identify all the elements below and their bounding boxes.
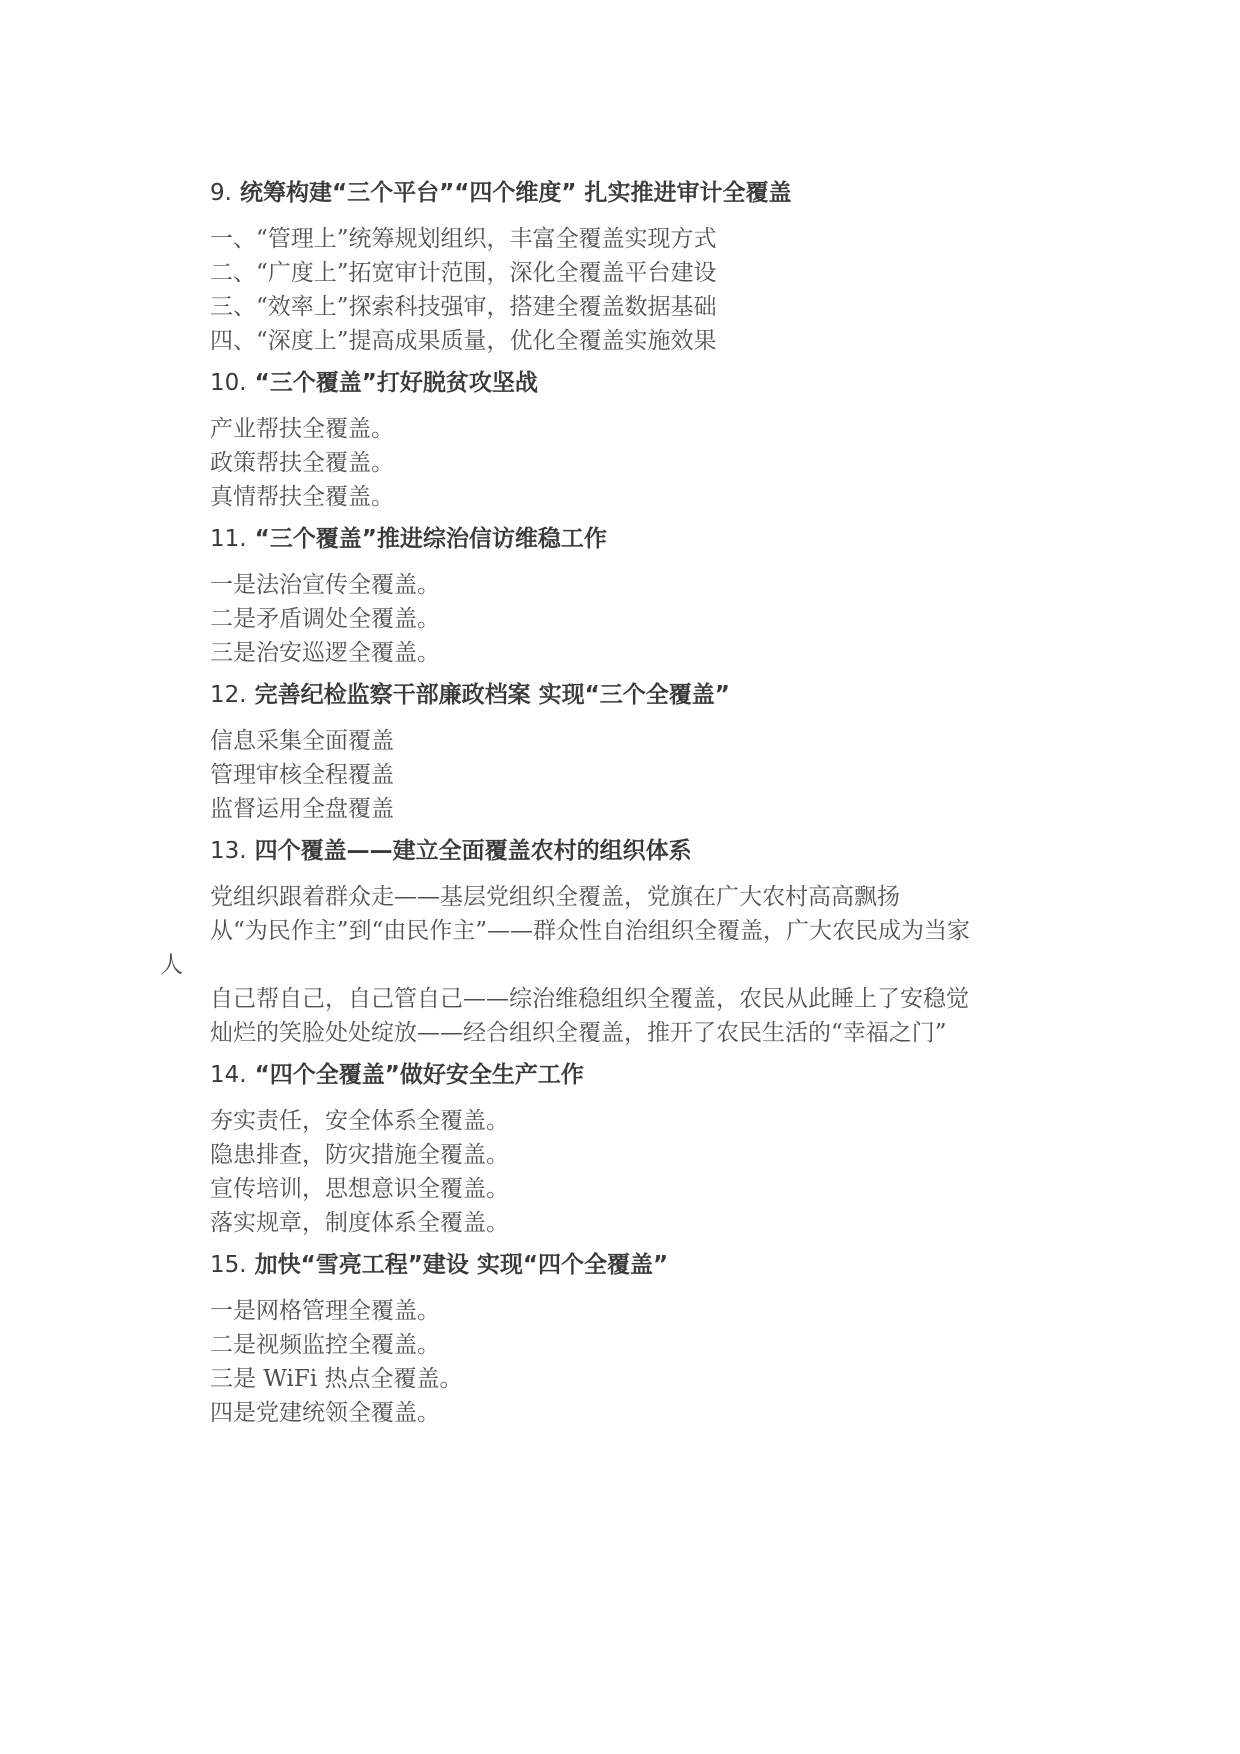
section-9	[210, 176, 1110, 358]
list-item: 从“为民作主”到“由民作主”——群众性自治组织全覆盖，广大农民成为当家	[210, 918, 971, 944]
section-items	[210, 412, 1110, 514]
list-item: 监督运用全盘覆盖	[210, 796, 394, 822]
list-item: 一是网格管理全覆盖。	[210, 1298, 440, 1324]
section-title: “三个覆盖”打好脱贫攻坚战	[254, 370, 538, 396]
list-item: 一、“管理上”统筹规划组织，丰富全覆盖实现方式	[210, 226, 717, 252]
list-item-continuation: 人	[160, 952, 183, 978]
list-item: 三、“效率上”探索科技强审，搭建全覆盖数据基础	[210, 294, 717, 320]
section-title: “四个全覆盖”做好安全生产工作	[254, 1062, 584, 1088]
document-content	[160, 176, 1110, 1438]
list-item: 二是矛盾调处全覆盖。	[210, 606, 440, 632]
list-item: 产业帮扶全覆盖。	[210, 416, 394, 442]
section-title: 加快“雪亮工程”建设 实现“四个全覆盖”	[254, 1252, 669, 1278]
list-item: 三是治安巡逻全覆盖。	[210, 640, 440, 666]
section-13	[160, 834, 1110, 1050]
list-item: 一是法治宣传全覆盖。	[210, 572, 440, 598]
list-item: 宣传培训，思想意识全覆盖。	[210, 1176, 509, 1202]
section-15	[210, 1248, 1110, 1430]
list-item: 党组织跟着群众走——基层党组织全覆盖，党旗在广大农村高高飘扬	[210, 884, 900, 910]
list-item: 政策帮扶全覆盖。	[210, 450, 394, 476]
section-number: 15.	[210, 1252, 247, 1278]
list-item: 落实规章，制度体系全覆盖。	[210, 1210, 509, 1236]
section-number: 11.	[210, 526, 247, 552]
list-item: 二是视频监控全覆盖。	[210, 1332, 440, 1358]
section-items	[210, 1294, 1110, 1430]
section-heading	[210, 834, 1110, 868]
section-title: 完善纪检监察干部廉政档案 实现“三个全覆盖”	[254, 682, 730, 708]
section-items	[210, 568, 1110, 670]
section-title: “三个覆盖”推进综治信访维稳工作	[254, 526, 607, 552]
section-11	[210, 522, 1110, 670]
section-heading	[210, 366, 1110, 400]
list-item: 信息采集全面覆盖	[210, 728, 394, 754]
section-heading	[210, 1058, 1110, 1092]
section-12	[210, 678, 1110, 826]
section-items	[160, 880, 1110, 1050]
section-10	[210, 366, 1110, 514]
section-number: 13.	[210, 838, 247, 864]
list-item: 二、“广度上”拓宽审计范围，深化全覆盖平台建设	[210, 260, 717, 286]
section-number: 9.	[210, 180, 232, 206]
section-items	[210, 222, 1110, 358]
list-item: 管理审核全程覆盖	[210, 762, 394, 788]
section-heading	[210, 522, 1110, 556]
section-title: 四个覆盖——建立全面覆盖农村的组织体系	[254, 838, 692, 864]
section-heading	[210, 176, 1110, 210]
list-item: 隐患排查，防灾措施全覆盖。	[210, 1142, 509, 1168]
section-number: 14.	[210, 1062, 247, 1088]
list-item: 四、“深度上”提高成果质量，优化全覆盖实施效果	[210, 328, 717, 354]
section-title: 统筹构建“三个平台”“四个维度” 扎实推进审计全覆盖	[239, 180, 792, 206]
section-items	[210, 1104, 1110, 1240]
list-item: 自己帮自己，自己管自己——综治维稳组织全覆盖，农民从此睡上了安稳觉	[210, 986, 969, 1012]
section-items	[210, 724, 1110, 826]
section-number: 10.	[210, 370, 247, 396]
section-14	[210, 1058, 1110, 1240]
list-item: 灿烂的笑脸处处绽放——经合组织全覆盖，推开了农民生活的“幸福之门”	[210, 1020, 947, 1046]
list-item: 四是党建统领全覆盖。	[210, 1400, 440, 1426]
section-number: 12.	[210, 682, 247, 708]
section-heading	[210, 678, 1110, 712]
list-item: 真情帮扶全覆盖。	[210, 484, 394, 510]
list-item: 夯实责任，安全体系全覆盖。	[210, 1108, 509, 1134]
section-heading	[210, 1248, 1110, 1282]
list-item: 三是 WiFi 热点全覆盖。	[210, 1366, 463, 1392]
